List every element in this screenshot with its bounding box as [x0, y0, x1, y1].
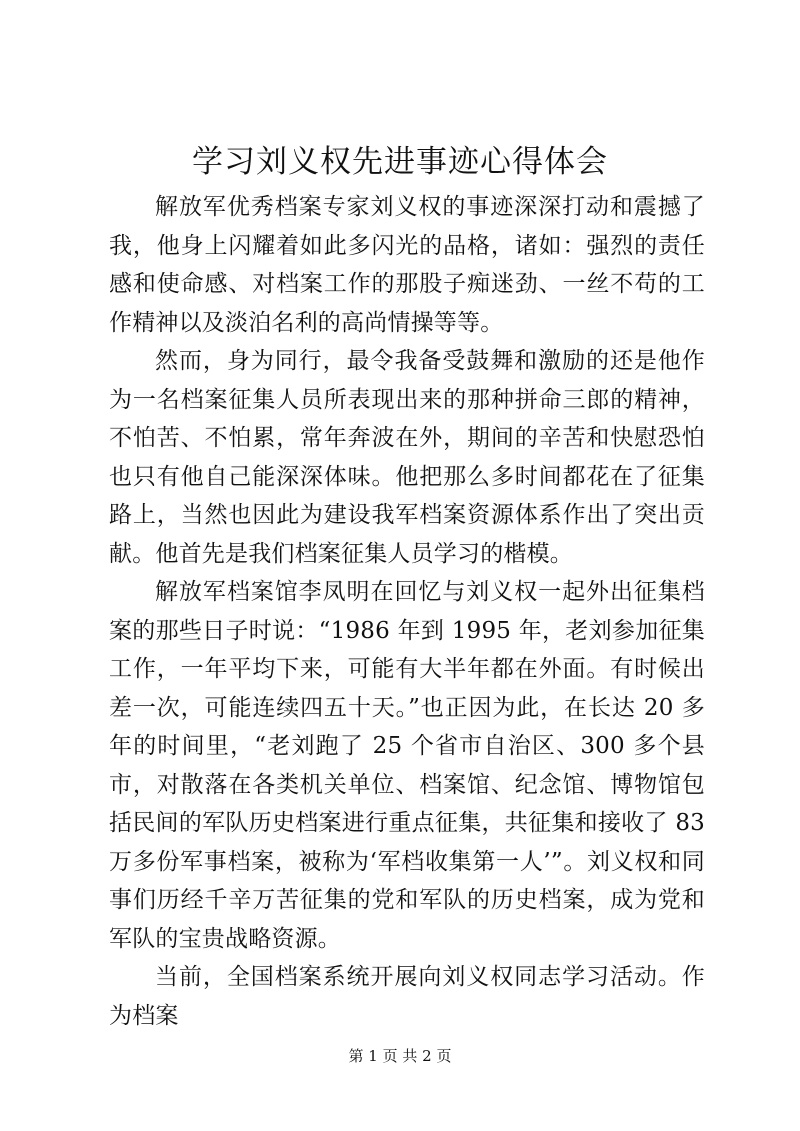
paragraph-1: 解放军优秀档案专家刘义权的事迹深深打动和震撼了我，他身上闪耀着如此多闪光的品格，诸如：强烈的责任感和使命感、对档案工作的那股子痴迷劲、一丝不苟的工作精神以及淡泊名利的高尚情操等等。 [109, 194, 705, 336]
document-body [109, 188, 705, 1035]
paragraph-4: 当前，全国档案系统开展向刘义权同志学习活动。作为档案 [109, 964, 705, 1029]
page-footer: 第 1 页 共 2 页 [348, 1047, 452, 1065]
paragraph-2: 然而，身为同行，最令我备受鼓舞和激励的还是他作为一名档案征集人员所表现出来的那种拼命三郎的精神，不怕苦、不怕累，常年奔波在外，期间的辛苦和快慰恐怕也只有他自己能深深体味。他把那么多时间都花在了征集路上，当然也因此为建设我军档案资源体系作出了突出贡献。他首先是我们档案征集人员学习的楷模。 [109, 348, 705, 567]
page-title: 学习刘义权先进事迹心得体会 [192, 144, 608, 180]
paragraph-3: 解放军档案馆李凤明在回忆与刘义权一起外出征集档案的那些日子时说：“1986 年到 1995 年，老刘参加征集工作，一年平均下来，可能有大半年都在外面。有时候出差一次，可能连续四五十天。”也正因为此，在长达 20 多年的时间里，“老刘跑了 25 个省市自治区、300 多个县市，对散落在各类机关单位、档案馆、纪念馆、博物馆包括民间的军队历史档案进行重点征集，共征集和接收了 83 万多份军事档案，被称为‘军档收集第一人’”。刘义权和同事们历经千辛万苦征集的党和军队的历史档案，成为党和军队的宝贵战略资源。 [109, 579, 705, 952]
